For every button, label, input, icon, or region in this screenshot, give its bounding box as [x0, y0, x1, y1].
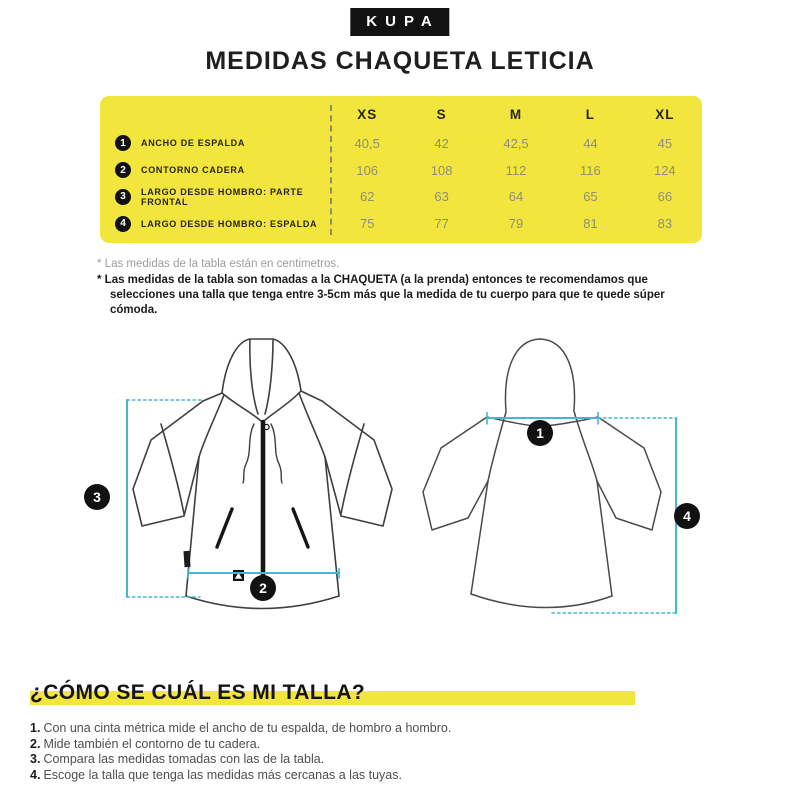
- step-item: [30, 752, 630, 768]
- row-label: LARGO DESDE HOMBRO: PARTE FRONTAL: [141, 186, 304, 207]
- step-text: Compara las medidas tomadas con las de la tabla.: [43, 752, 325, 766]
- cell-value: 63: [434, 189, 449, 205]
- cell-value: 116: [580, 162, 601, 178]
- size-header-m: M: [509, 106, 523, 122]
- size-header-xs: XS: [357, 106, 378, 122]
- cell-value: 62: [359, 189, 375, 205]
- footnote-fit-advice: * Las medidas de la tabla son tomadas a la CHAQUETA (a la prenda) entonces te recomendamos que selecciones una talla que tenga entre 3-5cm más que la medida de tu cuerpo para que te quede súper cómoda.: [97, 274, 665, 316]
- row-label: CONTORNO CADERA: [141, 165, 245, 175]
- cell-value: 75: [359, 216, 375, 232]
- footnote-units: * Las medidas de la tabla están en centimetros.: [97, 258, 340, 270]
- row-number-badge: 2: [115, 162, 131, 178]
- cell-value: 124: [653, 162, 676, 178]
- row-label: LARGO DESDE HOMBRO: ESPALDA: [141, 218, 318, 229]
- cell-value: 64: [508, 189, 524, 205]
- how-to-heading: ¿CÓMO SE CUÁL ES MI TALLA?: [30, 681, 366, 704]
- cell-value: 65: [583, 189, 598, 205]
- step-text: Escoge la talla que tenga las medidas más cercanas a las tuyas.: [43, 767, 402, 782]
- cell-value: 77: [434, 216, 449, 232]
- step-text: Mide también el contorno de tu cadera.: [43, 736, 261, 751]
- cell-value: 112: [505, 162, 527, 178]
- page-title: MEDIDAS CHAQUETA LETICIA: [205, 47, 595, 75]
- svg-text:1: 1: [536, 425, 544, 441]
- brand-tag-icon: [233, 570, 244, 581]
- step-item: [30, 768, 630, 784]
- size-header-s: S: [436, 106, 447, 122]
- cell-value: 44: [583, 135, 598, 151]
- cell-value: 42: [434, 135, 449, 151]
- marker-back-width: [527, 420, 553, 446]
- svg-text:2: 2: [259, 580, 267, 596]
- step-item: [30, 737, 630, 753]
- cell-value: 79: [508, 216, 524, 232]
- brand-logo-text: KUPA: [366, 13, 440, 30]
- cell-value: 66: [657, 189, 673, 205]
- marker-front-length: [84, 484, 110, 510]
- how-to-steps: [30, 721, 630, 783]
- marker-hip-width: [250, 575, 276, 601]
- step-item: [30, 721, 630, 737]
- cell-value: 83: [657, 216, 673, 232]
- step-number: 4.: [30, 767, 41, 782]
- svg-text:4: 4: [683, 508, 691, 524]
- row-label: ANCHO DE ESPALDA: [141, 138, 246, 149]
- step-number: 3.: [30, 752, 41, 766]
- row-number-badge: 4: [115, 216, 131, 232]
- svg-text:3: 3: [93, 489, 101, 505]
- step-number: 1.: [30, 721, 41, 735]
- size-header-l: L: [585, 106, 596, 122]
- cell-value: 81: [583, 216, 598, 232]
- row-number-badge: 3: [115, 189, 131, 205]
- jacket-front-outline: [133, 339, 392, 609]
- cell-value: 42,5: [503, 135, 529, 151]
- size-header-xl: XL: [655, 106, 675, 122]
- row-number-badge: 1: [115, 135, 131, 151]
- cell-value: 108: [430, 162, 453, 178]
- step-text: Con una cinta métrica mide el ancho de tu espalda, de hombro a hombro.: [43, 721, 452, 735]
- jacket-back-outline: [423, 339, 661, 608]
- marker-back-length: [674, 503, 700, 529]
- cell-value: 106: [356, 162, 379, 178]
- cell-value: 45: [657, 135, 673, 151]
- step-number: 2.: [30, 736, 41, 751]
- cell-value: 40,5: [354, 135, 380, 151]
